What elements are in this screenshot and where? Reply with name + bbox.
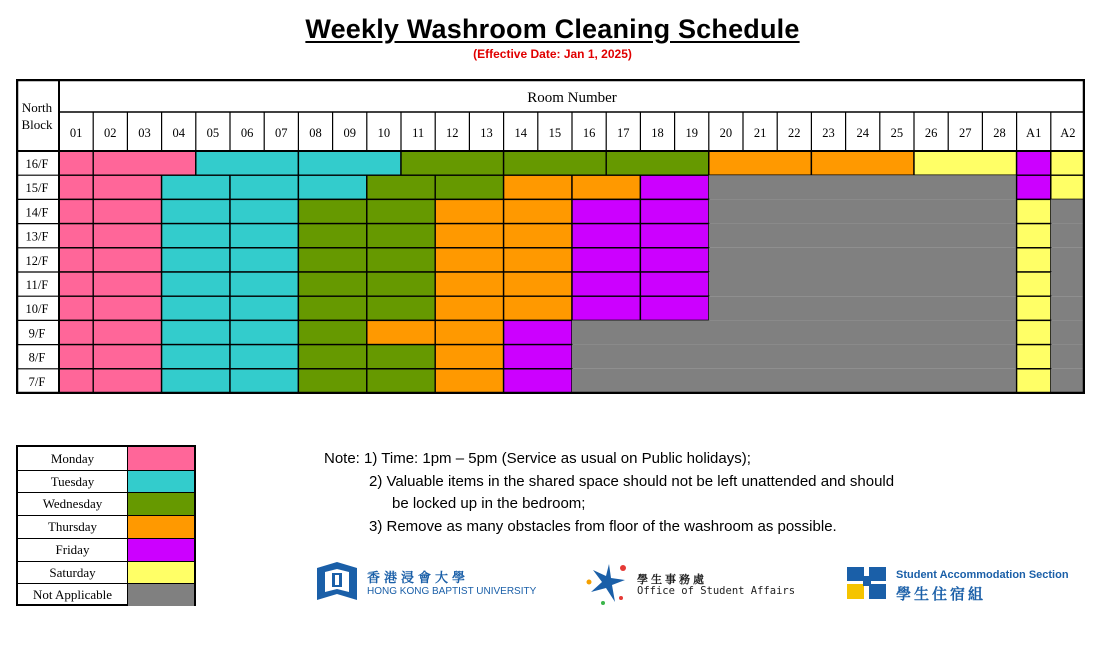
note-line-4: 3) Remove as many obstacles from floor of the washroom as possible. (369, 517, 837, 535)
cell-monday (93, 199, 161, 223)
legend-label: Tuesday (18, 471, 128, 493)
cell-wednesday (367, 248, 435, 272)
cell-monday (93, 224, 161, 248)
cell-not-applicable (1051, 248, 1085, 272)
osa-star-icon (585, 560, 627, 606)
cell-friday (640, 175, 708, 199)
room-header-05: 05 (206, 126, 220, 140)
cell-monday (59, 175, 93, 199)
hkbu-chinese-name: 香港浸會大學 (367, 571, 470, 586)
room-header-23: 23 (822, 126, 835, 140)
cell-thursday (709, 151, 812, 175)
room-header-03: 03 (138, 126, 151, 140)
cell-thursday (435, 199, 503, 223)
legend-row-tuesday (18, 470, 194, 493)
cell-friday (1017, 175, 1051, 199)
room-header-04: 04 (172, 126, 185, 140)
cell-monday (59, 248, 93, 272)
cell-friday (640, 224, 708, 248)
cell-not-applicable (1051, 345, 1085, 369)
cell-thursday (435, 369, 503, 393)
cell-not-applicable (709, 199, 1017, 223)
cell-thursday (435, 248, 503, 272)
cell-wednesday (298, 296, 366, 320)
cell-friday (640, 248, 708, 272)
cell-thursday (435, 224, 503, 248)
cell-wednesday (367, 272, 435, 296)
cell-tuesday (230, 345, 298, 369)
floor-label: 8/F (28, 350, 46, 365)
cell-thursday (435, 296, 503, 320)
note-line-2: 2) Valuable items in the shared space should not be left unattended and should (369, 472, 895, 490)
room-header-11: 11 (412, 126, 425, 140)
room-header-21: 21 (753, 126, 767, 140)
cell-monday (59, 151, 93, 175)
room-header-02: 02 (104, 126, 117, 140)
cell-wednesday (367, 369, 435, 393)
cell-friday (640, 272, 708, 296)
room-header-09: 09 (343, 126, 356, 140)
cell-tuesday (230, 224, 298, 248)
legend-swatch (128, 516, 194, 538)
cell-thursday (572, 175, 640, 199)
cell-friday (572, 248, 640, 272)
note-prefix: Note: (324, 450, 360, 467)
floor-label: 15/F (25, 181, 49, 196)
cell-friday (504, 369, 572, 393)
cell-tuesday (162, 199, 230, 223)
hkbu-english-name: HONG KONG BAPTIST UNIVERSITY (367, 586, 537, 597)
cell-wednesday (367, 296, 435, 320)
floor-label: 11/F (25, 278, 49, 292)
notes (324, 448, 894, 538)
legend-label: Friday (18, 539, 128, 561)
cell-friday (504, 320, 572, 344)
cell-tuesday (298, 175, 366, 199)
cell-tuesday (230, 248, 298, 272)
floor-label: 16/F (25, 157, 49, 171)
room-header-15: 15 (548, 126, 562, 140)
cell-wednesday (401, 151, 504, 175)
cell-tuesday (162, 272, 230, 296)
cell-saturday (1051, 151, 1085, 175)
room-number-header: Room Number (527, 90, 617, 106)
cell-saturday (1017, 199, 1051, 223)
cell-tuesday (230, 320, 298, 344)
cell-thursday (504, 296, 572, 320)
room-header-A1: A1 (1026, 126, 1042, 140)
title-block (0, 14, 1105, 45)
room-header-06: 06 (240, 126, 254, 140)
cell-wednesday (298, 199, 366, 223)
floor-label: 10/F (25, 302, 49, 317)
osa-chinese-name: 學生事務處 (637, 573, 707, 586)
cell-saturday (1017, 248, 1051, 272)
cell-not-applicable (1051, 199, 1085, 223)
legend-label: Not Applicable (18, 584, 128, 606)
room-header-14: 14 (514, 126, 527, 140)
cell-monday (93, 345, 161, 369)
cell-tuesday (230, 369, 298, 393)
note-line-3: be locked up in the bedroom; (392, 495, 586, 512)
cell-thursday (504, 199, 572, 223)
hkbu-logo (315, 560, 535, 606)
room-header-10: 10 (377, 126, 391, 140)
room-header-13: 13 (480, 126, 493, 140)
cell-not-applicable (572, 320, 1017, 344)
room-header-22: 22 (788, 126, 801, 140)
floor-label: 12/F (25, 253, 49, 268)
room-header-17: 17 (617, 126, 630, 140)
cell-wednesday (298, 224, 366, 248)
cell-wednesday (298, 369, 366, 393)
corner-label-block: Block (21, 117, 53, 132)
cell-not-applicable (1051, 224, 1085, 248)
cell-tuesday (230, 296, 298, 320)
room-header-01: 01 (69, 126, 83, 140)
cell-not-applicable (709, 224, 1017, 248)
cell-monday (93, 151, 196, 175)
cell-tuesday (298, 151, 401, 175)
cell-monday (59, 345, 93, 369)
room-header-08: 08 (309, 126, 322, 140)
sas-logo (845, 564, 1069, 604)
cell-friday (572, 199, 640, 223)
sas-chinese-name: 學生住宿組 (896, 585, 987, 603)
cell-tuesday (162, 175, 230, 199)
room-header-16: 16 (582, 126, 596, 140)
legend-row-not-applicable (18, 583, 194, 606)
legend-swatch (128, 584, 194, 606)
cell-thursday (367, 320, 435, 344)
cell-thursday (435, 320, 503, 344)
legend-label: Monday (18, 447, 128, 470)
cell-tuesday (230, 175, 298, 199)
legend-row-monday (18, 447, 194, 470)
room-header-18: 18 (651, 126, 664, 140)
schedule-table (16, 79, 1085, 394)
cell-wednesday (298, 345, 366, 369)
cell-monday (59, 224, 93, 248)
cell-not-applicable (709, 272, 1017, 296)
cell-friday (1017, 151, 1051, 175)
legend-swatch (128, 471, 194, 493)
legend-row-friday (18, 538, 194, 561)
cell-wednesday (606, 151, 709, 175)
legend-label: Thursday (18, 516, 128, 538)
floor-label: 7/F (28, 374, 46, 389)
cell-tuesday (162, 296, 230, 320)
cell-wednesday (367, 224, 435, 248)
cell-not-applicable (1051, 272, 1085, 296)
sas-english-name: Student Accommodation Section (896, 569, 1069, 581)
cell-friday (640, 296, 708, 320)
hkbu-crest-icon (315, 560, 359, 604)
room-header-27: 27 (959, 126, 972, 140)
cell-tuesday (162, 345, 230, 369)
cell-monday (93, 175, 161, 199)
cell-monday (93, 272, 161, 296)
cell-thursday (435, 272, 503, 296)
cell-wednesday (367, 199, 435, 223)
cell-tuesday (162, 224, 230, 248)
sas-building-icon (845, 564, 889, 602)
cell-saturday (1017, 296, 1051, 320)
cell-wednesday (367, 175, 435, 199)
cell-saturday (1017, 369, 1051, 393)
cell-tuesday (162, 369, 230, 393)
room-header-24: 24 (856, 126, 869, 140)
cell-saturday (1017, 320, 1051, 344)
cell-not-applicable (709, 296, 1017, 320)
cell-saturday (1017, 345, 1051, 369)
floor-label: 13/F (25, 229, 49, 244)
room-header-25: 25 (890, 126, 904, 140)
cell-saturday (914, 151, 1017, 175)
legend-row-wednesday (18, 492, 194, 515)
osa-logo (585, 560, 796, 608)
room-header-26: 26 (924, 126, 938, 140)
cell-not-applicable (1051, 369, 1085, 393)
room-header-28: 28 (993, 126, 1006, 140)
cell-monday (59, 369, 93, 393)
floor-label: 9/F (28, 326, 46, 341)
cell-wednesday (435, 175, 503, 199)
cell-saturday (1017, 272, 1051, 296)
legend-label: Saturday (18, 562, 128, 584)
legend (16, 445, 196, 606)
cell-thursday (811, 151, 914, 175)
legend-swatch (128, 539, 194, 561)
cell-monday (93, 320, 161, 344)
cell-monday (59, 296, 93, 320)
cell-tuesday (196, 151, 299, 175)
cell-tuesday (230, 199, 298, 223)
osa-english-name: Office of Student Affairs (637, 585, 796, 597)
cell-saturday (1051, 175, 1085, 199)
legend-row-saturday (18, 561, 194, 584)
cell-monday (93, 296, 161, 320)
cell-monday (59, 272, 93, 296)
cell-monday (59, 199, 93, 223)
floor-label: 14/F (25, 205, 49, 220)
legend-swatch (128, 447, 194, 470)
legend-label: Wednesday (18, 493, 128, 515)
cell-tuesday (162, 320, 230, 344)
cell-friday (572, 296, 640, 320)
cell-friday (640, 199, 708, 223)
cell-wednesday (298, 248, 366, 272)
cell-thursday (504, 175, 572, 199)
cell-friday (572, 224, 640, 248)
cell-not-applicable (709, 175, 1017, 199)
room-header-20: 20 (719, 126, 733, 140)
room-header-12: 12 (446, 126, 459, 140)
cell-not-applicable (709, 248, 1017, 272)
corner-label-north: North (21, 100, 53, 115)
legend-row-thursday (18, 515, 194, 538)
cell-not-applicable (1051, 320, 1085, 344)
cell-thursday (504, 224, 572, 248)
cell-friday (504, 345, 572, 369)
cell-tuesday (230, 272, 298, 296)
cell-not-applicable (572, 345, 1017, 369)
cell-not-applicable (572, 369, 1017, 393)
cell-wednesday (298, 272, 366, 296)
cell-tuesday (162, 248, 230, 272)
cell-saturday (1017, 224, 1051, 248)
cell-wednesday (504, 151, 607, 175)
cell-friday (572, 272, 640, 296)
cell-thursday (435, 345, 503, 369)
legend-swatch (128, 493, 194, 515)
cell-monday (93, 248, 161, 272)
cell-not-applicable (1051, 296, 1085, 320)
room-header-A2: A2 (1060, 126, 1076, 140)
legend-swatch (128, 562, 194, 584)
room-header-07: 07 (275, 126, 288, 140)
cell-monday (59, 320, 93, 344)
cell-monday (93, 369, 161, 393)
cell-wednesday (298, 320, 366, 344)
cell-wednesday (367, 345, 435, 369)
note-line-1: Note: 1) Time: 1pm – 5pm (Service as usual on Public holidays); (324, 450, 751, 467)
page-title: Weekly Washroom Cleaning Schedule (305, 14, 800, 44)
cell-thursday (504, 272, 572, 296)
effective-date: (Effective Date: Jan 1, 2025) (473, 47, 632, 61)
cell-thursday (504, 248, 572, 272)
room-header-19: 19 (685, 126, 698, 140)
